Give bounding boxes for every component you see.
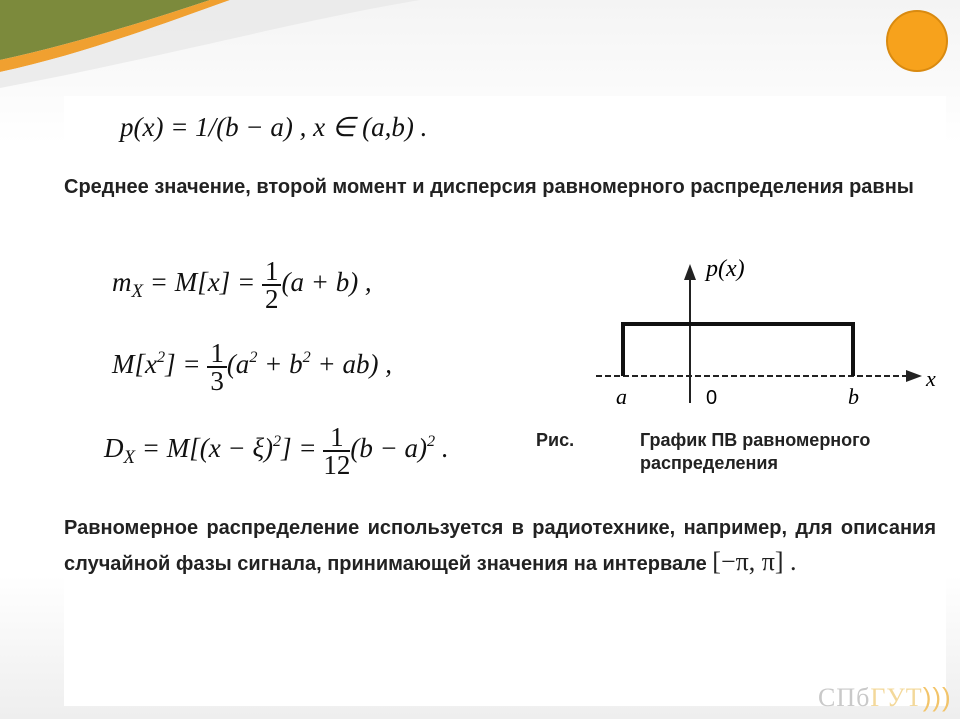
variance-formula: $D_X = M[(x - \xi)^2]$ = $\frac{1}{12}$ $(b - a)^2$ . <box>104 422 449 480</box>
tick-label-0: 0 <box>706 387 718 408</box>
tick-label-a: a <box>616 384 627 408</box>
intro-paragraph: Среднее значение, второй момент и дисперсия равномерного распределения равны <box>64 176 914 198</box>
corner-swoosh-decoration <box>0 0 420 90</box>
y-axis-arrow <box>684 264 696 280</box>
figure-caption-line1: График ПВ равномерного <box>640 430 871 450</box>
second-moment-formula: $M[x^2]$ = $\frac{1}{3}$ $(a^2 + b^2 + ab)$ , <box>112 338 392 396</box>
spbgut-logo: СПбГУТ))) <box>818 682 952 712</box>
figure-caption-prefix: Рис. <box>536 430 575 450</box>
orange-circle-decoration <box>886 10 948 72</box>
tick-label-b: b <box>848 384 859 408</box>
pdf-step-line <box>623 324 853 376</box>
interval-formula: [−π, π] . <box>712 547 797 576</box>
y-axis-label: p(x) <box>706 258 745 282</box>
figure-caption-line2: распределения <box>640 453 778 473</box>
second-moment-fraction: $\frac{1}{3}$ <box>207 340 227 394</box>
variance-fraction: $\frac{1}{12}$ <box>323 422 351 480</box>
density-formula: p(x) = 1/(b − a) , x ∈ (a,b) . <box>120 112 428 142</box>
mean-formula: $m_X = M[x]$ = $\frac{1}{2}$ (a + b) , <box>112 256 372 314</box>
application-paragraph: Равномерное распределение используется в радиотехнике, например, для описания случайной фазы сигнала, принимающей значения на интервале [−π, π] . <box>64 517 936 576</box>
mean-fraction: $\frac{1}{2}$ <box>262 258 282 312</box>
uniform-pdf-graph <box>596 258 946 408</box>
x-axis-arrow <box>906 370 922 382</box>
x-axis-label: x <box>926 366 936 391</box>
